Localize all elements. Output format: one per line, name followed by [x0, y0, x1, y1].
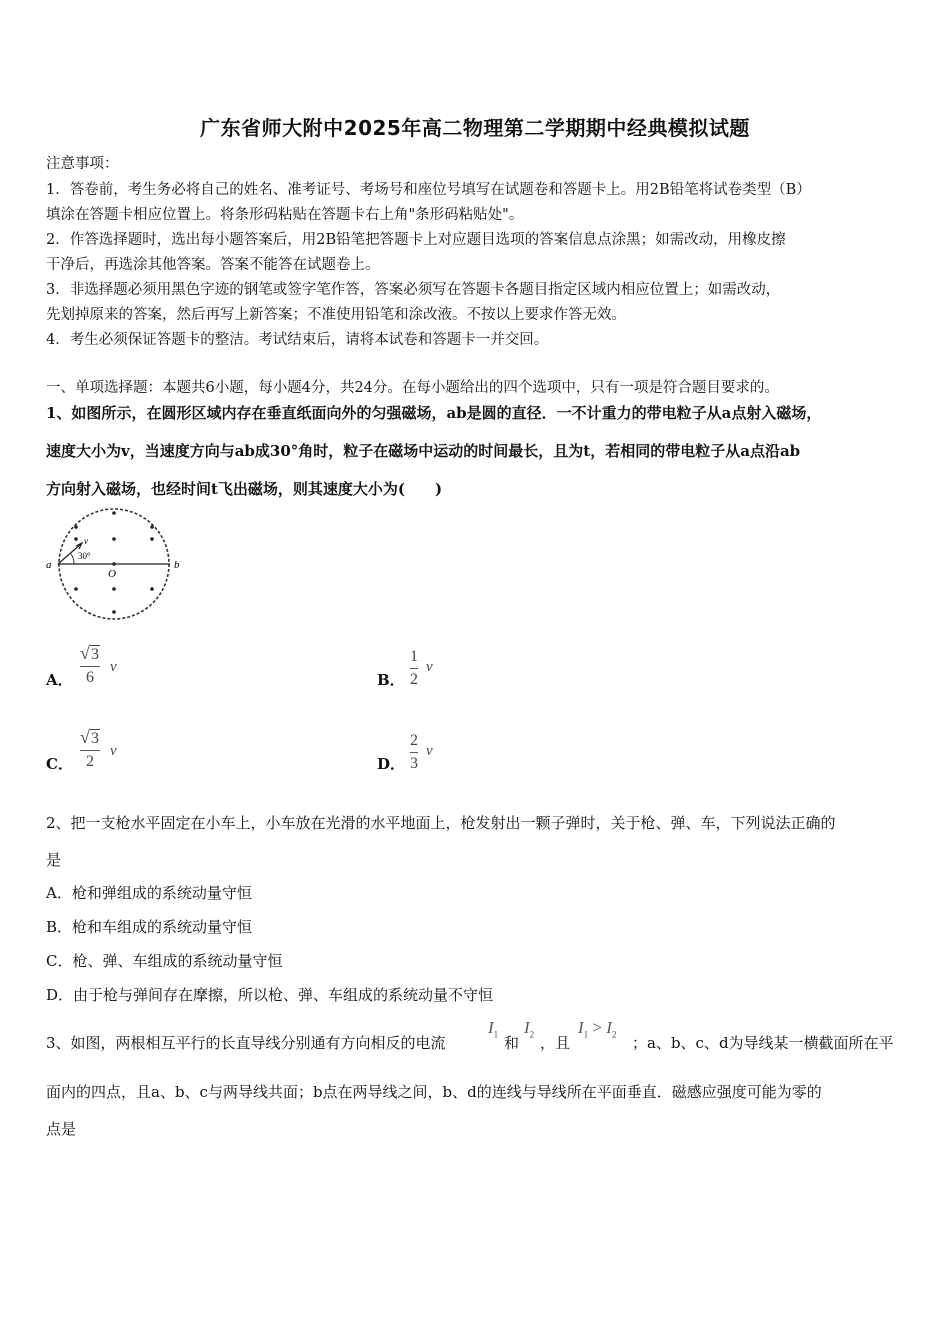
field-dot [150, 537, 154, 541]
current-i2: $I_2$ [524, 1018, 535, 1040]
question-3-text-b: ；a、b、c、d为导线某一横截面所在平 [632, 1034, 894, 1052]
label-a: a [46, 559, 52, 571]
option-d-label: D． [377, 755, 406, 773]
field-dot [112, 537, 116, 541]
question-1-line: 速度大小为v，当速度方向与ab成30°角时，粒子在磁场中运动的时间最长，且为t，若相同的带电粒子从a点沿ab [46, 442, 801, 460]
notice-line: 干净后，再选涂其他答案。答案不能答在试题卷上。 [46, 257, 380, 273]
field-dot [112, 511, 116, 515]
field-dot [112, 610, 116, 614]
field-dot [112, 587, 116, 591]
question-2-option: D．由于枪与弹间存在摩擦，所以枪、弹、车组成的系统动量不守恒 [46, 986, 494, 1004]
notice-line: 填涂在答题卡相应位置上。将条形码粘贴在答题卡右上角"条形码粘贴处"。 [46, 207, 524, 223]
question-2-option: C．枪、弹、车组成的系统动量守恒 [46, 952, 283, 970]
notice-line: 3．非选择题必须用黑色字迹的钢笔或签字笔作答，答案必须写在答题卡各题目指定区域内相应位置上；如需改动， [46, 282, 781, 298]
option-a-label: A． [46, 671, 73, 689]
notice-line: 4．考生必须保证答题卡的整洁。考试结束后，请将本试卷和答题卡一并交回。 [46, 332, 549, 348]
notice-heading: 注意事项： [46, 156, 119, 172]
question-3-line: 面内的四点，且a、b、c与两导线共面；b点在两导线之间，b、d的连线与导线所在平面垂直．磁感应强度可能为零的 [46, 1083, 822, 1101]
field-dot [150, 587, 154, 591]
question-2-option: B．枪和车组成的系统动量守恒 [46, 918, 253, 936]
field-dot [74, 537, 78, 541]
question-3-text-a: 3、如图，两根相互平行的长直导线分别通有方向相反的电流 [46, 1034, 446, 1052]
question-3-and: 和 [504, 1034, 520, 1052]
option-c-label: C． [46, 755, 73, 773]
question-1-line: 方向射入磁场，也经时间t飞出磁场，则其速度大小为( ) [46, 480, 443, 498]
label-v: v [84, 536, 88, 546]
section-heading: 一、单项选择题：本题共6小题，每小题4分，共24分。在每小题给出的四个选项中，只有一项是符合题目要求的。 [46, 380, 779, 396]
option-c-value: √ 3 2 v [80, 727, 117, 770]
label-b: b [174, 559, 180, 571]
label-o: O [108, 568, 116, 580]
option-b-value: 1 2 v [410, 648, 433, 688]
notice-line: 先划掉原来的答案，然后再写上新答案；不准使用铅笔和涂改液。不按以上要求作答无效。 [46, 307, 626, 323]
question-2-line: 是 [46, 851, 62, 869]
notice-line: 2．作答选择题时，选出每小题答案后，用2B铅笔把答题卡上对应题目选项的答案信息点涂黑；如需改动，用橡皮擦 [46, 232, 786, 248]
field-dot [74, 525, 78, 529]
question-1-line: 1、如图所示，在圆形区域内存在垂直纸面向外的匀强磁场，ab是圆的直径．一不计重力的带电粒子从a点射入磁场， [46, 404, 822, 422]
field-dot [74, 587, 78, 591]
question-2-line: 2、把一支枪水平固定在小车上，小车放在光滑的水平地面上，枪发射出一颗子弹时，关于枪、弹、车，下列说法正确的 [46, 814, 836, 832]
option-b-label: B． [377, 671, 405, 689]
current-i1: $I_1$ [488, 1018, 499, 1040]
question-3-comma: ，且 [540, 1034, 571, 1052]
notice-line: 1．答卷前，考生务必将自己的姓名、准考证号、考场号和座位号填写在试题卷和答题卡上。用2B铅笔将试卷类型（B） [46, 182, 811, 198]
option-d-value: 2 3 v [410, 732, 433, 772]
current-inequality: $I_1 > I_2$ [578, 1018, 617, 1040]
page-title: 广东省师大附中2025年高二物理第二学期期中经典模拟试题 [200, 116, 750, 140]
center-dot [112, 562, 116, 566]
question-3-line: 点是 [46, 1120, 77, 1138]
question-2-option: A．枪和弹组成的系统动量守恒 [46, 884, 252, 902]
label-angle: 30° [78, 551, 91, 561]
magnetic-field-figure [46, 507, 196, 625]
field-dot [150, 525, 154, 529]
option-a-value: √ 3 6 v [80, 643, 117, 686]
